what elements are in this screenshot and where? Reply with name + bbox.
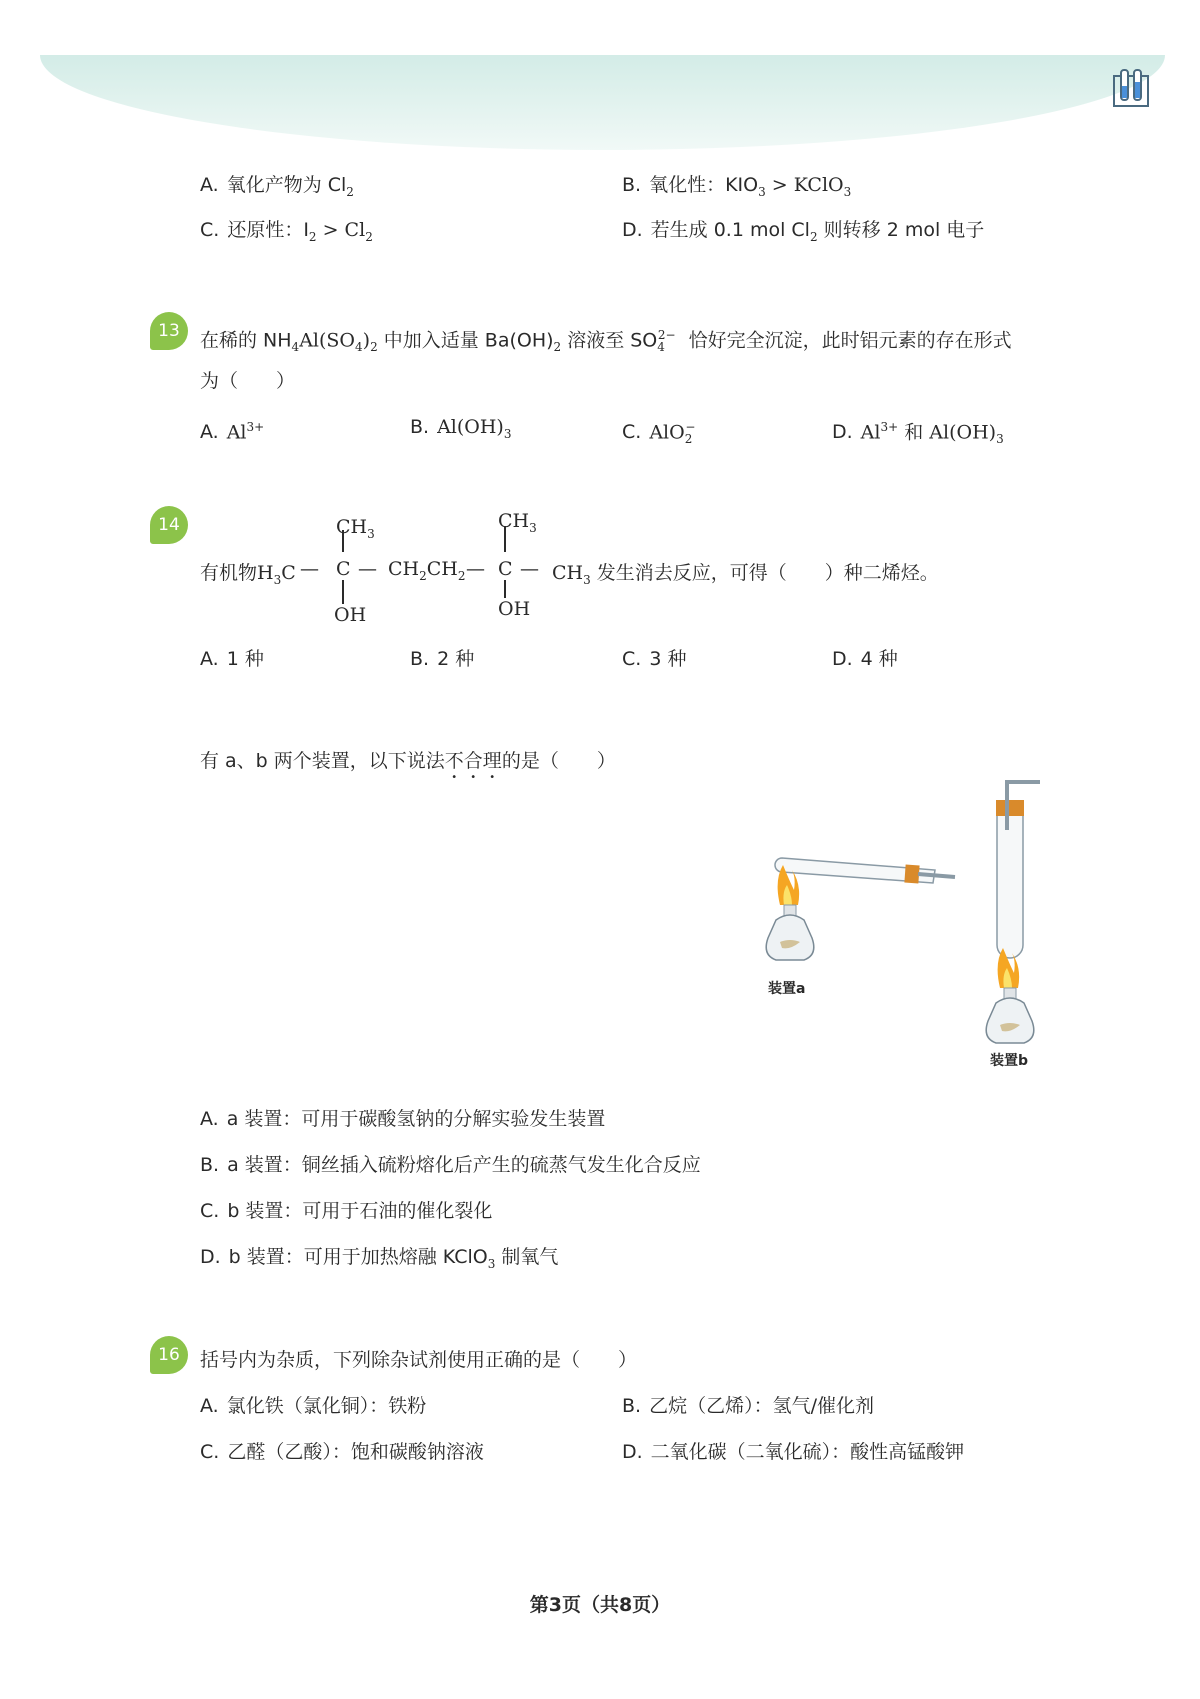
- q13-option-c[interactable]: C. AlO$_2$−: [622, 420, 696, 447]
- device-b-test-tube: [996, 782, 1040, 958]
- q12-option-c[interactable]: C. 还原性：$I_2 > Cl_2$: [200, 219, 373, 244]
- header-banner: [40, 55, 1165, 150]
- q12-option-b[interactable]: B. 氧化性：$KIO_3$ > KClO$_3$: [622, 174, 852, 199]
- q13-option-b[interactable]: B. $Al(OH)_3$: [410, 416, 512, 441]
- q15-option-d[interactable]: D. b 装置：可用于加热熔融 KClO$_3$ 制氧气: [200, 1246, 559, 1271]
- q14-option-c[interactable]: C. 3 种: [622, 648, 687, 670]
- page-number-footer: 第3页（共8页）: [529, 1594, 671, 1616]
- device-b-alcohol-burner: [986, 948, 1034, 1043]
- q13-stem: 在稀的 $NH_4Al(SO_4)_2$ 中加入适量 $Ba(OH)_2$ 溶液至 $SO_4^{2-}$ 恰好完全沉淀，此时铝元素的存在形式: [200, 328, 1012, 355]
- question-number-badge: 16: [150, 1336, 188, 1374]
- caption-device-b: 装置b: [990, 1053, 1029, 1069]
- q14-bond-lines: [200, 500, 600, 620]
- q12-option-d[interactable]: D. 若生成 0.1 mol $Cl_2$ 则转移 2 mol 电子: [622, 219, 985, 244]
- q14-structural-formula: 有机物$H_3C$ — C — $CH_2CH_2$ — C — $CH_3$ 发生消去反应，可得（ ）种二烯烃。 $CH_3$ $CH_3$ OH OH: [200, 510, 939, 626]
- q16-option-d[interactable]: D. 二氧化碳（二氧化硫）：酸性高锰酸钾: [622, 1441, 965, 1463]
- q16-option-c[interactable]: C. 乙醛（乙酸）：饱和碳酸钠溶液: [200, 1441, 484, 1463]
- q15-option-b[interactable]: B. a 装置：铜丝插入硫粉熔化后产生的硫蒸气发生化合反应: [200, 1154, 701, 1176]
- q13-option-d[interactable]: D. $Al^{3+}$ 和 $Al(OH)_3$: [832, 420, 1004, 447]
- q15-stem: 有 a、b 两个装置，以下说法不合理的是（ ）: [200, 750, 616, 772]
- q16-option-a[interactable]: A. 氯化铁（氯化铜）：铁粉: [200, 1395, 427, 1417]
- q14-option-b[interactable]: B. 2 种: [410, 648, 475, 670]
- q15-option-c[interactable]: C. b 装置：可用于石油的催化裂化: [200, 1200, 493, 1222]
- q15-option-a[interactable]: A. a 装置：可用于碳酸氢钠的分解实验发生装置: [200, 1108, 606, 1130]
- q14-option-a[interactable]: A. 1 种: [200, 648, 264, 670]
- q14-option-d[interactable]: D. 4 种: [832, 648, 898, 670]
- q16-option-b[interactable]: B. 乙烷（乙烯）：氢气/催化剂: [622, 1395, 874, 1417]
- caption-device-a: 装置a: [768, 981, 806, 997]
- q13-option-a[interactable]: A. $Al^{3+}$: [200, 420, 265, 444]
- question-number-badge: 13: [150, 312, 188, 350]
- q12-option-a[interactable]: A. 氧化产物为 $Cl_2$: [200, 174, 354, 199]
- test-tube-rack-icon: [1112, 68, 1150, 108]
- question-number-badge: 14: [150, 506, 188, 544]
- device-a-alcohol-burner: [766, 865, 814, 960]
- q13-stem-line2: 为（ ）: [200, 370, 296, 392]
- device-a-test-tube: [775, 858, 955, 883]
- q16-stem: 括号内为杂质，下列除杂试剂使用正确的是（ ）: [200, 1349, 638, 1371]
